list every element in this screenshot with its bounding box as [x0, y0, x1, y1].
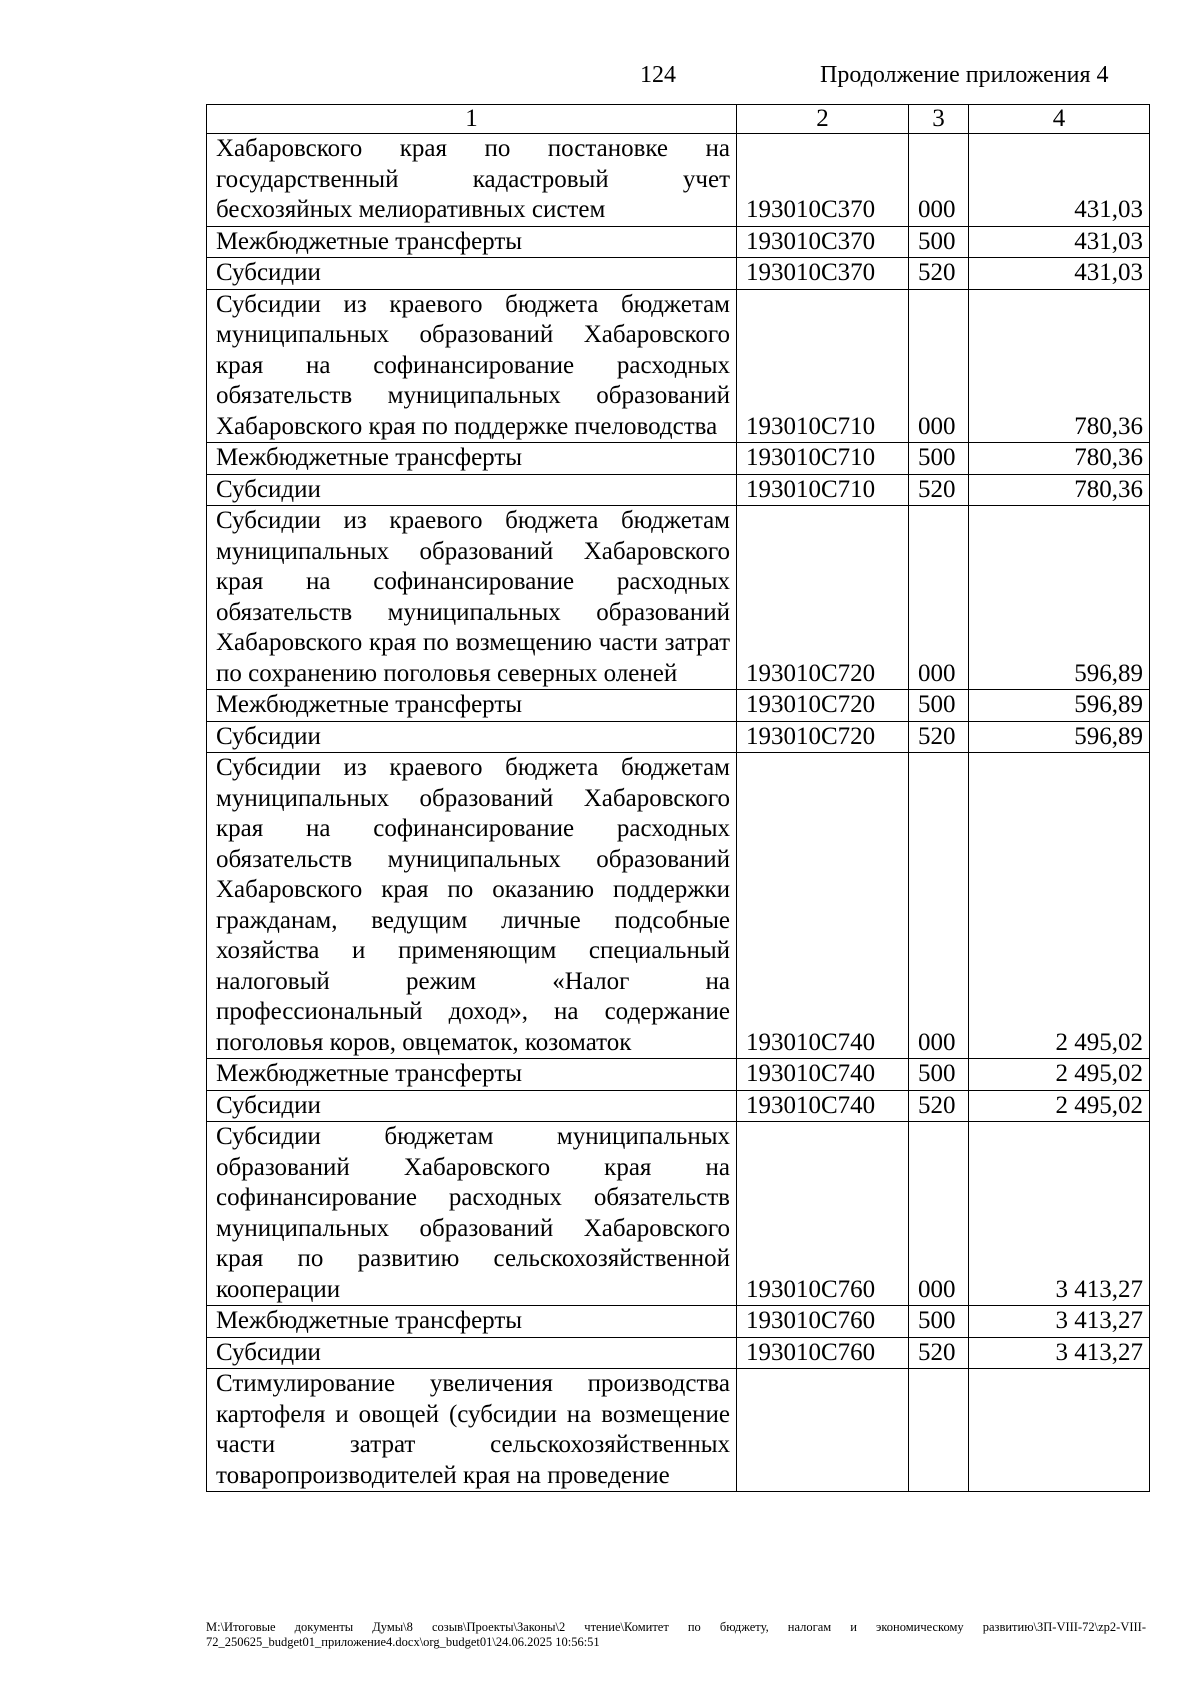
row-type-cell: 520 — [909, 1337, 969, 1369]
table-row — [207, 506, 1150, 690]
table-row — [207, 258, 1150, 290]
row-type-cell: 520 — [909, 474, 969, 506]
row-type-cell — [909, 1369, 969, 1492]
row-name-cell: Хабаровского края по постановке на государственный кадастровый учет бесхозяйных мелиоративных систем — [207, 134, 737, 227]
row-name-cell: Межбюджетные трансферты — [207, 226, 737, 258]
row-code-cell: 193010С710 — [737, 443, 909, 475]
table-row — [207, 289, 1150, 443]
row-code-cell — [737, 1369, 909, 1492]
row-name-cell: Межбюджетные трансферты — [207, 1306, 737, 1338]
row-code-cell: 193010С740 — [737, 753, 909, 1059]
column-header: 3 — [909, 105, 969, 134]
row-amount-cell: 431,03 — [969, 226, 1150, 258]
row-amount-cell: 2 495,02 — [969, 1059, 1150, 1091]
row-name-cell: Субсидии из краевого бюджета бюджетам муниципальных образований Хабаровского края на софинансирование расходных обязательств муниципальных образований Хабаровского края по поддержке пчеловодства — [207, 289, 737, 443]
row-name-cell: Субсидии — [207, 721, 737, 753]
row-code-cell: 193010С720 — [737, 690, 909, 722]
row-code-cell: 193010С760 — [737, 1306, 909, 1338]
row-amount-cell: 2 495,02 — [969, 1090, 1150, 1122]
row-code-cell: 193010С760 — [737, 1122, 909, 1306]
row-type-cell: 500 — [909, 1306, 969, 1338]
row-code-cell: 193010С370 — [737, 226, 909, 258]
row-type-cell: 520 — [909, 1090, 969, 1122]
table-row — [207, 753, 1150, 1059]
table-row — [207, 1090, 1150, 1122]
row-code-cell: 193010С370 — [737, 258, 909, 290]
row-amount-cell: 3 413,27 — [969, 1122, 1150, 1306]
table-row — [207, 474, 1150, 506]
row-name-cell: Субсидии — [207, 1337, 737, 1369]
table-row — [207, 721, 1150, 753]
row-code-cell: 193010С740 — [737, 1059, 909, 1091]
row-type-cell: 000 — [909, 506, 969, 690]
row-code-cell: 193010С710 — [737, 474, 909, 506]
row-name-cell: Стимулирование увеличения производства картофеля и овощей (субсидии на возмещение части затрат сельскохозяйственных товаропроизводителей края на проведение — [207, 1369, 737, 1492]
row-name-cell: Субсидии из краевого бюджета бюджетам муниципальных образований Хабаровского края на софинансирование расходных обязательств муниципальных образований Хабаровского края по оказанию поддержки гражданам, ведущим личные подсобные хозяйства и применяющим специальный налоговый режим «Налог на профессиональный доход», на содержание поголовья коров, овцематок, козоматок — [207, 753, 737, 1059]
row-name-cell: Субсидии из краевого бюджета бюджетам муниципальных образований Хабаровского края на софинансирование расходных обязательств муниципальных образований Хабаровского края по возмещению части затрат по сохранению поголовья северных оленей — [207, 506, 737, 690]
row-type-cell: 520 — [909, 721, 969, 753]
table-row — [207, 1337, 1150, 1369]
row-type-cell: 000 — [909, 134, 969, 227]
row-type-cell: 000 — [909, 1122, 969, 1306]
row-type-cell: 000 — [909, 289, 969, 443]
row-amount-cell: 780,36 — [969, 289, 1150, 443]
row-type-cell: 000 — [909, 753, 969, 1059]
row-amount-cell: 780,36 — [969, 443, 1150, 475]
row-name-cell: Субсидии бюджетам муниципальных образований Хабаровского края на софинансирование расходных обязательств муниципальных образований Хабаровского края по развитию сельскохозяйственной кооперации — [207, 1122, 737, 1306]
row-amount-cell: 596,89 — [969, 721, 1150, 753]
row-amount-cell: 431,03 — [969, 134, 1150, 227]
row-type-cell: 500 — [909, 443, 969, 475]
row-amount-cell — [969, 1369, 1150, 1492]
row-amount-cell: 431,03 — [969, 258, 1150, 290]
appendix-title: Продолжение приложения 4 — [820, 62, 1109, 88]
row-amount-cell: 2 495,02 — [969, 753, 1150, 1059]
document-path-footer: M:\Итоговые документы Думы\8 созыв\Проекты\Законы\2 чтение\Комитет по бюджету, налогам и экономическому развитию\ЗП-VIII-72\zp2-VIII-72_250625_budget01_приложение4.docx\org_budget01\24.06.2025 10:56:51 — [206, 1620, 1146, 1649]
table-row — [207, 1369, 1150, 1492]
row-code-cell: 193010С710 — [737, 289, 909, 443]
row-amount-cell: 3 413,27 — [969, 1306, 1150, 1338]
row-type-cell: 500 — [909, 690, 969, 722]
column-header: 4 — [969, 105, 1150, 134]
row-type-cell: 520 — [909, 258, 969, 290]
table-row — [207, 690, 1150, 722]
column-number-row — [207, 105, 1150, 134]
row-type-cell: 500 — [909, 226, 969, 258]
table-row — [207, 443, 1150, 475]
row-code-cell: 193010С740 — [737, 1090, 909, 1122]
table-row — [207, 1122, 1150, 1306]
row-code-cell: 193010С720 — [737, 506, 909, 690]
row-amount-cell: 596,89 — [969, 506, 1150, 690]
row-name-cell: Субсидии — [207, 258, 737, 290]
row-name-cell: Субсидии — [207, 474, 737, 506]
column-header: 2 — [737, 105, 909, 134]
table-row — [207, 134, 1150, 227]
table-row — [207, 1306, 1150, 1338]
row-name-cell: Межбюджетные трансферты — [207, 1059, 737, 1091]
column-header: 1 — [207, 105, 737, 134]
row-code-cell: 193010С370 — [737, 134, 909, 227]
budget-table — [206, 104, 1150, 1492]
table-row — [207, 226, 1150, 258]
row-name-cell: Субсидии — [207, 1090, 737, 1122]
row-name-cell: Межбюджетные трансферты — [207, 443, 737, 475]
table-body — [207, 134, 1150, 1492]
row-amount-cell: 780,36 — [969, 474, 1150, 506]
row-code-cell: 193010С760 — [737, 1337, 909, 1369]
row-amount-cell: 3 413,27 — [969, 1337, 1150, 1369]
row-amount-cell: 596,89 — [969, 690, 1150, 722]
row-code-cell: 193010С720 — [737, 721, 909, 753]
page-number: 124 — [640, 62, 676, 88]
table-row — [207, 1059, 1150, 1091]
row-type-cell: 500 — [909, 1059, 969, 1091]
row-name-cell: Межбюджетные трансферты — [207, 690, 737, 722]
